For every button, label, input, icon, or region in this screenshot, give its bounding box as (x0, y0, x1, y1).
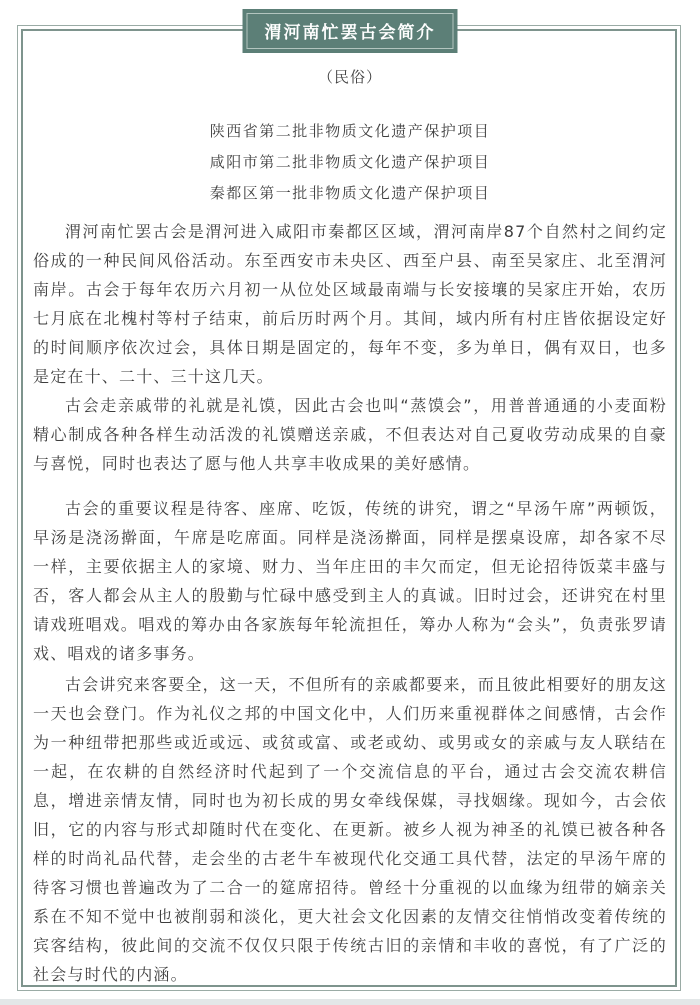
title-banner (244, 10, 457, 52)
paragraph: 古会的重要议程是待客、座席、吃饭，传统的讲究，谓之“早汤午席”两顿饭，早汤是浇汤擀面，午席是吃席面。同样是浇汤擀面，同样是摆桌设席，却各家不尽一样，主要依据主人的家境、财力、当年庄田的丰欠而定，但无论招待饭菜丰盛与否，客人都会从主人的殷勤与忙碌中感受到主人的真诚。旧时过会，还讲究在村里请戏班唱戏。唱戏的筹办由各家族每年轮流担任，筹办人称为“会头”，负责张罗请戏、唱戏的诸多事务。 (33, 499, 667, 663)
page-title: 渭河南忙罢古会简介 (264, 23, 436, 43)
heritage-line: 秦都区第一批非物质文化遗产保护项目 (209, 184, 491, 202)
page-bottom-edge (0, 999, 700, 1005)
heritage-line: 咸阳市第二批非物质文化遗产保护项目 (209, 153, 491, 171)
paragraph: 古会讲究来客要全，这一天，不但所有的亲戚都要来，而且彼此相要好的朋友这一天也会登门。作为礼仪之邦的中国文化中，人们历来重视群体之间感情，古会作为一种纽带把那些或近或远、或贫或富、或老或幼、或男或女的亲戚与友人联结在一起，在农耕的自然经济时代起到了一个交流信息的平台，通过古会交流农耕信息，增进亲情友情，同时也为初长成的男女牵线保媒，寻找姻缘。现如今，古会依旧，它的内容与形式却随时代在变化、在更新。被乡人视为神圣的礼馍已被各种各样的时尚礼品代替，走会坐的古老牛车被现代化交通工具代替，法定的早汤午席的待客习惯也普遍改为了二合一的筵席招待。曾经十分重视的以血缘为纽带的嫡亲关系在不知不觉中也被削弱和淡化，更大社会文化因素的友情交往悄悄改变着传统的宾客结构，彼此间的交流不仅仅只限于传统古旧的亲情和丰收的喜悦，有了广泛的社会与时代的内涵。 (33, 675, 668, 984)
title-banner-inner-frame (247, 13, 454, 49)
category-subtitle: （民俗） (317, 68, 382, 86)
heritage-designations (0, 116, 700, 209)
paragraph: 渭河南忙罢古会是渭河进入咸阳市秦都区区域，渭河南岸87个自然村之间约定俗成的一种民间风俗活动。东至西安市未央区、西至户县、南至吴家庄、北至渭河南岸。古会于每年农历六月初一从位处区域最南端与长安接壤的吴家庄开始，农历七月底在北槐村等村子结束，前后历时两个月。其间，域内所有村庄皆依据设定好的时间顺序依次过会，具体日期是固定的，每年不变，多为单日，偶有双日，也多是定在十、二十、三十这几天。 (33, 222, 667, 386)
paragraph: 古会走亲戚带的礼就是礼馍，因此古会也叫“蒸馍会”，用普普通通的小麦面粉精心制成各种各样生动活泼的礼馍赠送亲戚，不但表达对自己夏收劳动成果的自豪与喜悦，同时也表达了愿与他人共享丰收成果的美好感情。 (33, 396, 667, 473)
article-body (33, 217, 667, 989)
heritage-line: 陕西省第二批非物质文化遗产保护项目 (209, 122, 491, 140)
